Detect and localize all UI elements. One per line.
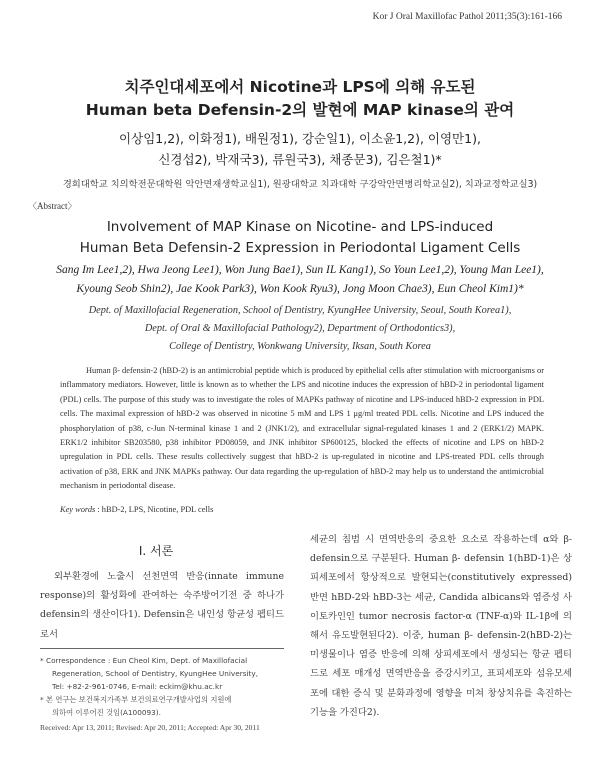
right-column-text: 세균의 침범 시 면역반응의 중요한 요소로 작용하는데 α와 β-defensin으로 구분된다. Human β- defensin 1(hBD-1)은 상피세포에서 항상적으로 발현되는(constitutively expressed) 반면 hBD-2와 hBD-3는 세균, Candida albicans와 염증성 사이토카인인 tumor necrosis factor-α (TNF-α)와 IL-1β에 의해서 유도발현된다2). 이중, human β- defensin-2(hBD-2)는 미생물이나 염증 반응에 의해 상피세포에서 생성되는 항균 펩티드로 세포 매개성 면역반응을 증강시키고, 표피세포와 섬유모세포에 대한 증식 및 분화과정에 영향을 미쳐 창상치유를 촉진하는 기능을 가진다2). <box>310 534 572 718</box>
english-title <box>0 217 600 259</box>
journal-header: Kor J Oral Maxillofac Pathol 2011;35(3):161-166 <box>372 12 562 22</box>
korean-affiliation: 경희대학교 치의학전문대학원 악안면재생학교실1), 원광대학교 치과대학 구강악안면병리학교실2), 치과교정학교실3) <box>62 179 538 190</box>
abstract-body: Human β- defensin-2 (hBD-2) is an antimicrobial peptide which is produced by epithelial cells after stimulation with microorganisms or inflammatory mediators. However, little is known as to whether the LPS and nicotine induces the expression of hBD-2 in periodontal ligament (PDL) cells. The purpose of this study was to investigate the roles of MAPKs pathway of nicotine and LPS-induced hBD-2 expression in PDL cells. The maximal expression of hBD-2 was observed in nicotine 5 mM and LPS 1 μg/ml treated PDL cells. Nicotine and LPS induced the phosphorylation of p38, c-Jun N-terminal kinase 1 and 2 (JNK1/2), and extracellular signal-regulated kinases 1 and 2 (ERK1/2) MAPK. ERK1/2 inhibitor SB203580, p38 inhibitor PD08059, and JNK inhibitor SP600125, blocked the effects of nicotine and LPS on hBD-2 upregulation in PDL cells. These results collectively suggest that hBD-2 is up-regulated in nicotine and LPS-treated PDL cells through activation of p38, ERK and JNK MAPKs pathway. Our data regarding the up-regulation of hBD-2 may help us to understand the antimicrobial mechanism in periodontal disease. <box>60 366 544 491</box>
korean-authors <box>0 128 600 170</box>
department-line-3: College of Dentistry, Wonkwang University, Iksan, South Korea <box>169 341 431 352</box>
left-column-text: 외부환경에 노출시 선천면역 반응(innate immune response)의 활성화에 관여하는 숙주방어기전 중 하나가 defensin의 생산이다1). Defensin은 내인성 항균성 펩티드로서 <box>40 571 284 640</box>
english-departments <box>0 302 600 356</box>
english-authors-line-1: Sang Im Lee1,2), Hwa Jeong Lee1), Won Jung Bae1), Sun IL Kang1), So Youn Lee1,2), Young Man Lee1), <box>56 264 544 276</box>
department-line-2: Dept. of Oral & Maxillofacial Pathology2), Department of Orthodontics3), <box>144 323 456 334</box>
footnote <box>40 654 284 719</box>
abstract-tag: 〈Abstract〉 <box>28 201 77 211</box>
department-line-1: Dept. of Maxillofacial Regeneration, School of Dentistry, KyungHee University, Seoul, South Korea1), <box>88 305 512 316</box>
english-title-line-1: Involvement of MAP Kinase on Nicotine- and LPS-induced <box>106 219 494 235</box>
korean-title <box>0 76 600 122</box>
footnote-line-2: Regeneration, School of Dentistry, KyungHee University, <box>52 669 259 678</box>
section-title-introduction: Ⅰ. 서론 <box>138 544 174 558</box>
footnote-funding: * 본 연구는 보건복지가족부 보건의료연구개발사업의 지원에 <box>40 695 232 704</box>
keywords <box>60 505 544 514</box>
keywords-label: Key words <box>60 505 96 514</box>
english-authors <box>0 261 600 299</box>
footnote-line-5: 의하여 이루어진 것임(A100093). <box>52 708 161 717</box>
korean-authors-line-2: 신경섭2), 박재국3), 류원국3), 채종문3), 김은철1)* <box>158 152 442 167</box>
keywords-text: : hBD-2, LPS, Nicotine, PDL cells <box>97 505 214 514</box>
footnote-line-3: Tel: +82-2-961-0746, E-mail: eckim@khu.ac.kr <box>52 682 223 691</box>
english-authors-line-2: Kyoung Seob Shin2), Jae Kook Park3), Won Kook Ryu3), Jong Moon Chae3), Eun Cheol Kim1)* <box>76 283 524 295</box>
korean-title-line-2: Human beta Defensin-2의 발현에 MAP kinase의 관여 <box>85 101 515 119</box>
english-title-line-2: Human Beta Defensin-2 Expression in Periodontal Ligament Cells <box>79 240 521 256</box>
footnote-divider <box>40 648 284 649</box>
footnote-correspondence: * Correspondence : Eun Cheol Kim, Dept. of Maxillofacial <box>40 656 248 665</box>
korean-authors-line-1: 이상임1,2), 이화정1), 배원정1), 강순일1), 이소윤1,2), 이영만1), <box>119 131 481 146</box>
korean-title-line-1: 치주인대세포에서 Nicotine과 LPS에 의해 유도된 <box>124 78 476 96</box>
received-dates: Received: Apr 13, 2011; Revised: Apr 20, 2011; Accepted: Apr 30, 2011 <box>40 723 260 732</box>
